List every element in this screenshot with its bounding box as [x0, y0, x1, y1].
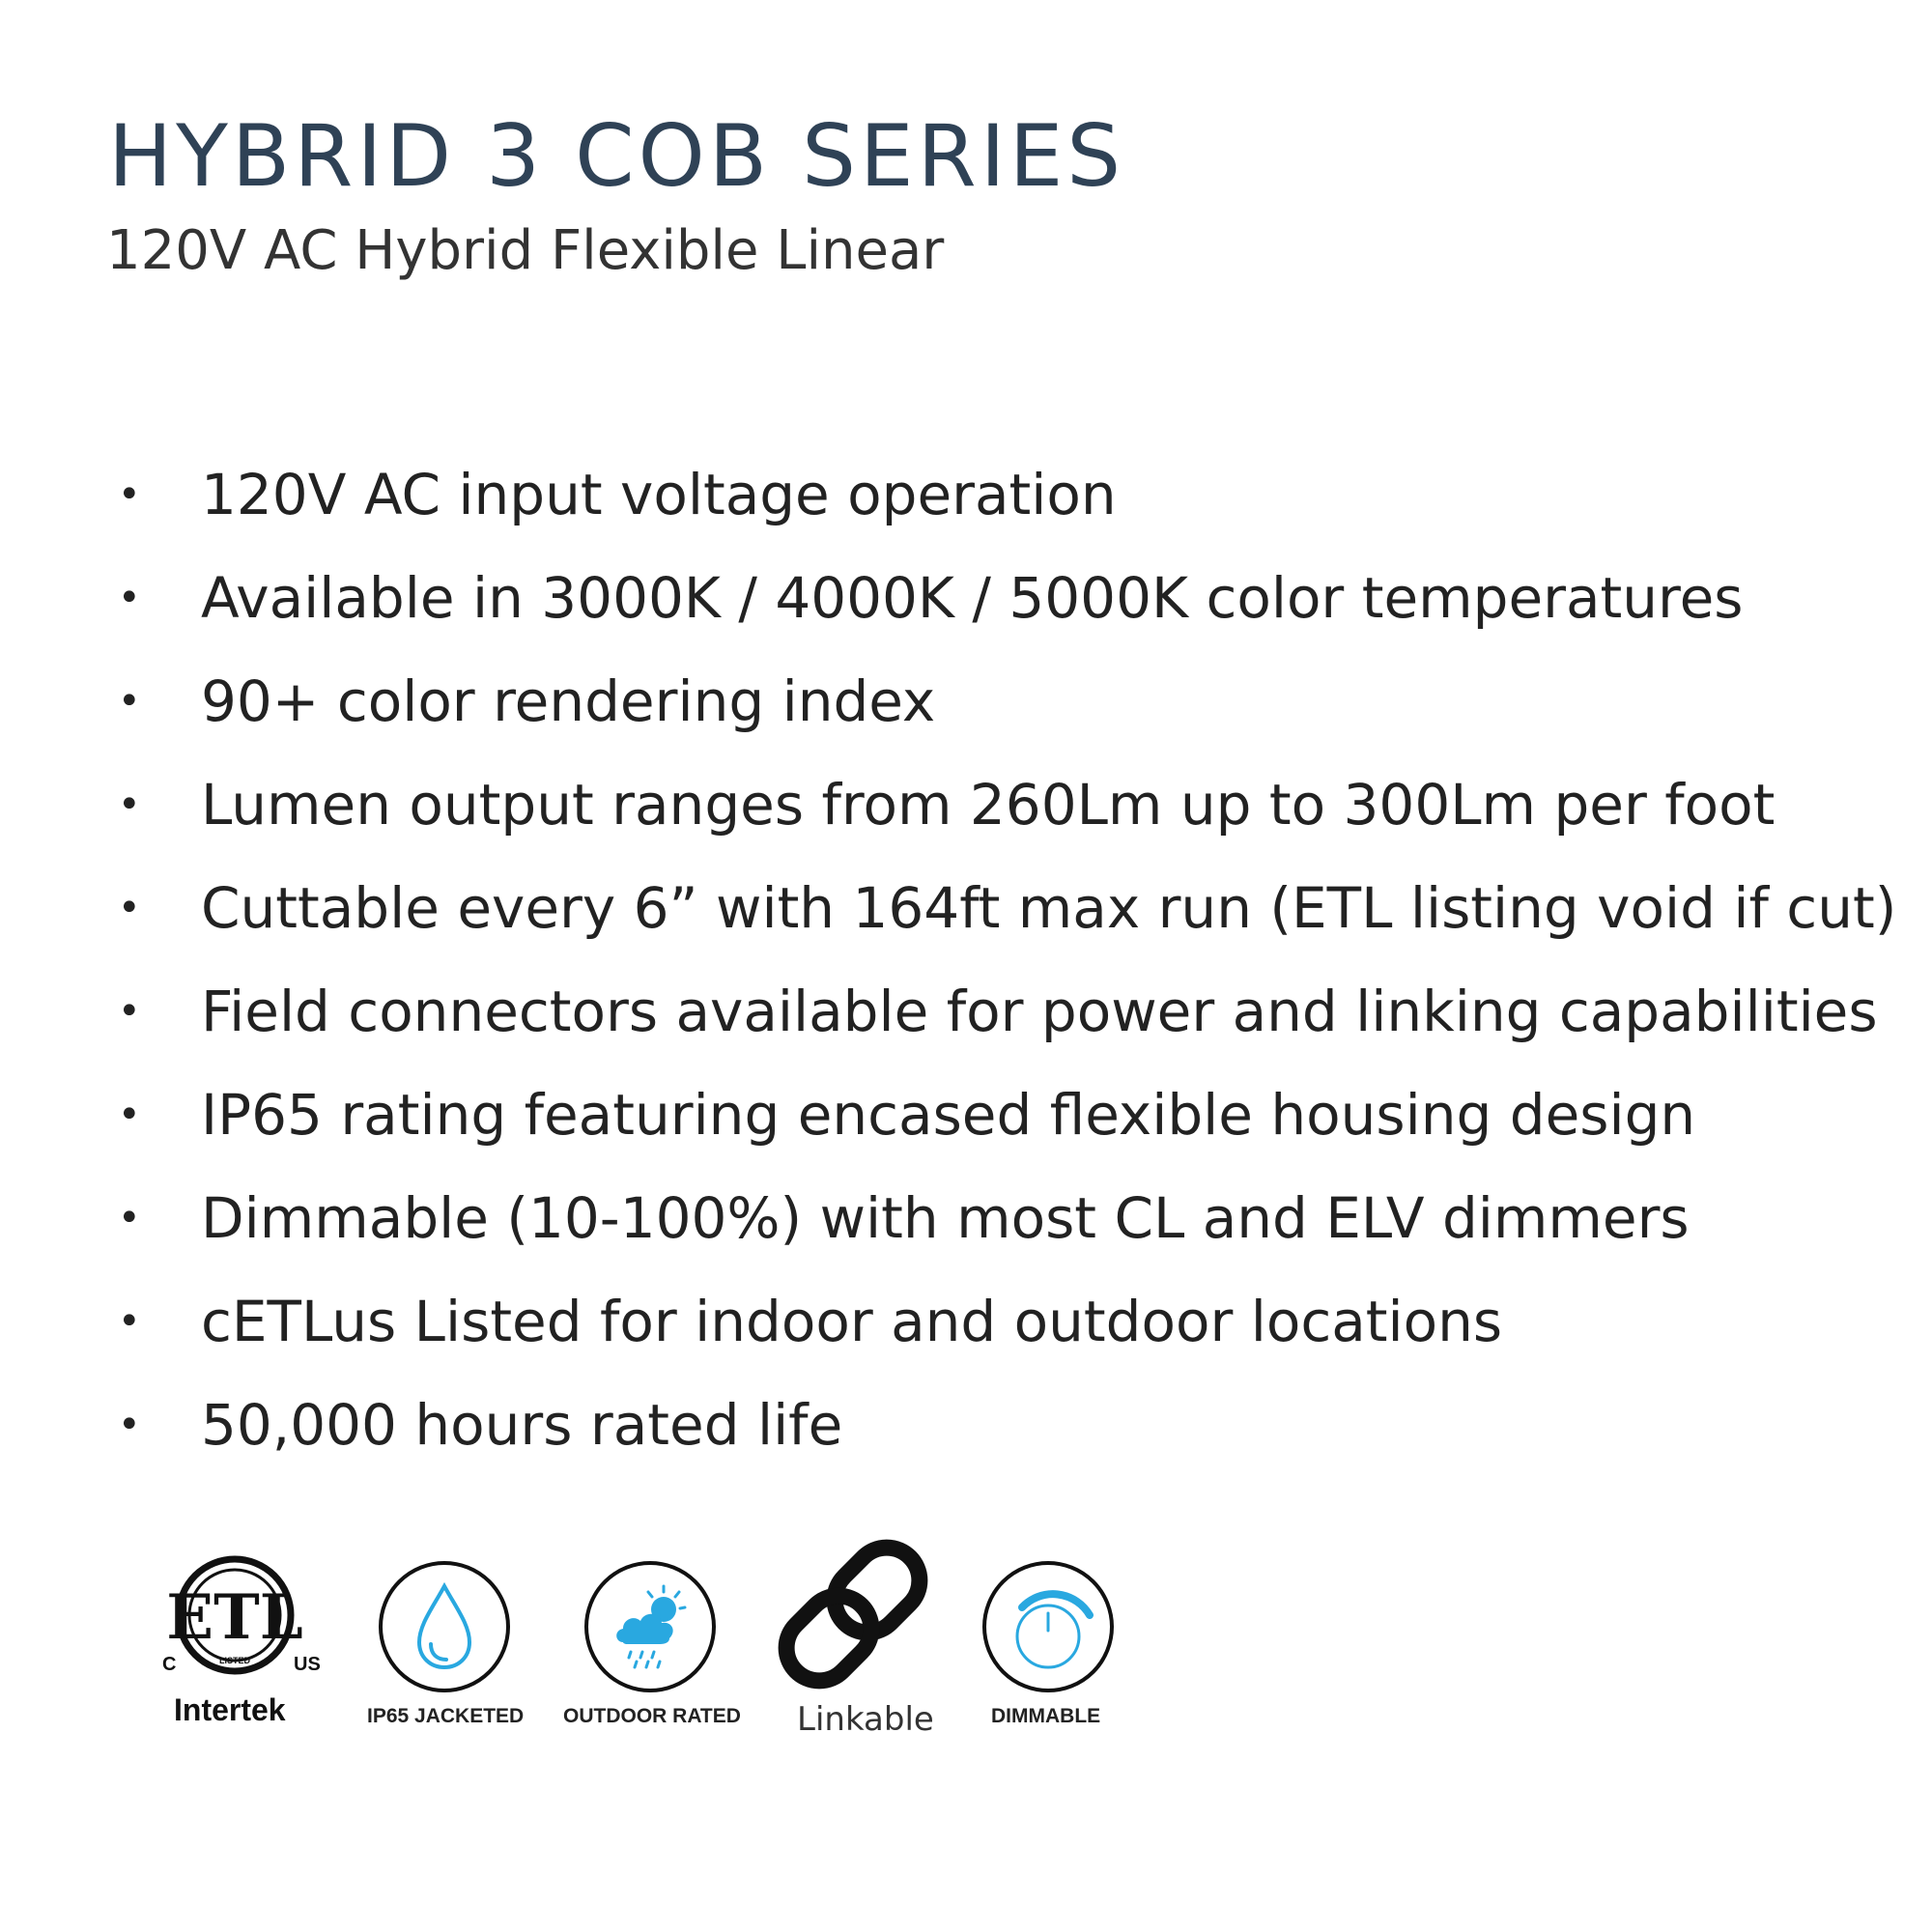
page-subtitle: 120V AC Hybrid Flexible Linear: [106, 219, 945, 282]
etl-mark: ETL: [166, 1581, 303, 1654]
feature-text: Cuttable every 6” with 164ft max run (ETL listing void if cut): [201, 875, 1897, 941]
feature-text: Available in 3000K / 4000K / 5000K color temperatures: [201, 565, 1744, 631]
certification-badges: [0, 1536, 1256, 1748]
bullet-icon: •: [118, 1299, 141, 1344]
linkable-badge: [773, 1536, 947, 1739]
feature-text: 90+ color rendering index: [201, 668, 936, 734]
bullet-icon: •: [118, 679, 141, 724]
linkable-label: Linkable: [797, 1700, 934, 1739]
dimmer-dial-icon: [976, 1557, 1121, 1692]
etl-badge: [162, 1555, 327, 1727]
sun-cloud-rain-icon: [563, 1557, 766, 1692]
etl-us-mark: US: [294, 1654, 321, 1675]
etl-c-mark: C: [162, 1654, 177, 1675]
bullet-icon: •: [118, 1093, 141, 1137]
bullet-icon: •: [118, 472, 141, 517]
feature-text: 50,000 hours rated life: [201, 1392, 843, 1458]
dimmable-label: DIMMABLE: [991, 1705, 1101, 1727]
bullet-icon: •: [118, 1403, 141, 1447]
feature-text: Field connectors available for power and linking capabilities: [201, 979, 1878, 1044]
outdoor-badge: [563, 1557, 766, 1727]
ip65-badge: [367, 1557, 560, 1727]
water-drop-icon: [367, 1557, 560, 1692]
page-title: HYBRID 3 COB SERIES: [108, 106, 1125, 206]
feature-text: cETLus Listed for indoor and outdoor locations: [201, 1289, 1503, 1354]
bullet-icon: •: [118, 782, 141, 827]
feature-text: 120V AC input voltage operation: [201, 462, 1117, 527]
outdoor-label: OUTDOOR RATED: [563, 1705, 741, 1727]
chain-link-icon: [773, 1536, 947, 1690]
feature-text: Lumen output ranges from 260Lm up to 300Lm per foot: [201, 772, 1776, 838]
feature-text: Dimmable (10-100%) with most CL and ELV dimmers: [201, 1185, 1690, 1251]
bullet-icon: •: [118, 886, 141, 930]
bullet-icon: •: [118, 989, 141, 1034]
intertek-label: Intertek: [174, 1692, 286, 1727]
bullet-icon: •: [118, 1196, 141, 1240]
bullet-icon: •: [118, 576, 141, 620]
dimmable-badge: [976, 1557, 1121, 1727]
feature-text: IP65 rating featuring encased flexible housing design: [201, 1082, 1696, 1148]
ip65-label: IP65 JACKETED: [367, 1705, 525, 1727]
etl-listed-text: LISTED: [218, 1656, 251, 1665]
